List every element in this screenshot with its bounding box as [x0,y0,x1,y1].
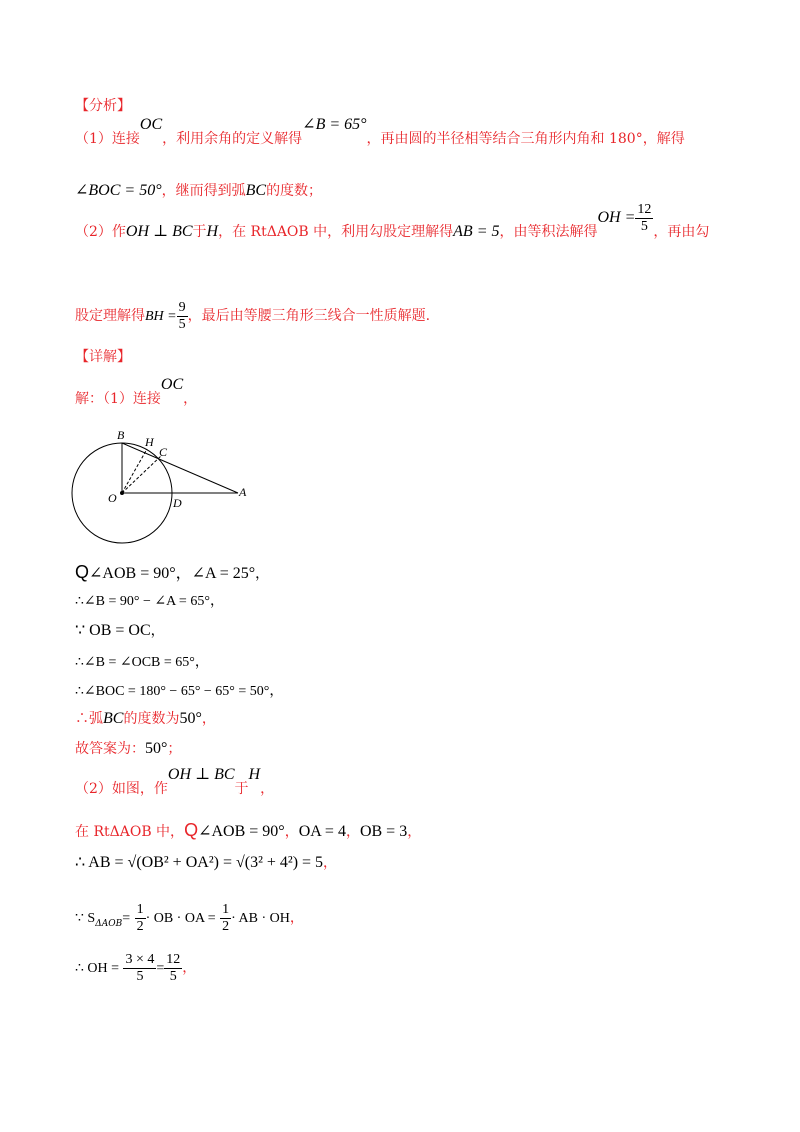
math-h: H [206,223,219,240]
math: OB = 3 [359,823,408,840]
numerator: 3 × 4 [125,952,155,968]
text: ， [345,824,360,840]
math: = [122,911,131,926]
text: ； [167,741,182,757]
detail-line-9 [75,820,421,841]
denominator: 5 [640,218,648,234]
text: ， [284,824,299,840]
analysis-header: 【分析】 [75,98,131,114]
numerator: 12 [637,202,652,218]
detail-line-8 [75,766,275,798]
text: ，在 RtΔAOB 中，利用勾股定理解得 [218,224,454,240]
math: ∴ OH = [75,961,120,976]
text: ，利用余角的定义解得 [162,131,303,147]
label-b: B [117,428,125,442]
detail-line-5 [75,680,283,700]
fraction-half [135,902,146,934]
math-angle-b: ∠B = 65° [302,116,367,133]
text: ， [407,824,422,840]
text: ， [150,623,165,639]
label-o: O [108,491,117,505]
math: ∠AOB = 90°，∠A = 25° [89,565,256,582]
detail-line-6 [75,708,216,728]
text: 于 [234,781,249,797]
math-oc: OC [139,116,163,133]
analysis-line-4 [75,296,430,336]
math: ∴∠B = ∠OCB = 65° [75,655,195,670]
analysis-line-2 [75,180,322,200]
math: ∵ OB = OC [75,622,151,639]
text: ， [201,711,216,727]
math-h: H [248,766,261,783]
label-h: H [145,435,154,449]
denominator: 2 [136,918,144,934]
text: ， [269,683,284,699]
text: ，最后由等腰三角形三线合一性质解题. [187,308,431,324]
text: （2）作 [75,224,126,240]
text: ， [255,566,270,582]
text: ，再由勾 [653,224,710,240]
math: · AB · OH [231,911,290,926]
math-50: 50° [179,710,202,727]
center-point [120,491,124,495]
math-ab: AB = 5 [453,223,500,240]
label-c: C [159,445,168,459]
detail-line-2 [75,590,224,610]
text: 在 RtΔAOB 中， [75,824,185,840]
fraction-9-5 [177,300,188,332]
detail-line-11 [75,898,304,938]
text: ， [183,391,198,407]
text: 故答案为： [75,741,145,757]
detail-line-4 [75,651,209,671]
text: ， [323,855,338,871]
segment-oc-dashed [122,455,162,493]
denominator: 2 [222,918,230,934]
analysis-line-3 [75,202,710,252]
segment-ba [122,443,238,493]
text: ， [260,781,275,797]
fraction-half [220,902,231,934]
text: 的度数为 [123,711,180,727]
text: ∴弧 [75,711,103,727]
detail-header: 【详解】 [75,349,131,365]
text: ，再由圆的半径相等结合三角形内角和 180°，解得 [366,131,685,147]
math-bc: BC [103,710,124,727]
text: ， [182,960,197,976]
text: 的度数； [266,183,323,199]
text: ， [209,593,224,609]
math-angle-boc: ∠BOC = 50° [75,182,162,199]
math: ∠AOB = 90° [198,823,285,840]
detail-line-3 [75,620,165,640]
text: （2）如图，作 [75,781,168,797]
analysis-line-1 [75,116,685,148]
fraction-12-5 [164,952,182,984]
text: （1）连接 [75,131,140,147]
numerator: 1 [222,902,230,918]
math: OA = 4 [298,823,346,840]
detail-line-7 [75,738,181,758]
detail-step-1 [75,376,198,408]
fraction-3x4-5 [123,952,156,984]
math: · OB · OA = [145,911,216,926]
numerator: 9 [178,300,186,316]
denominator: 5 [178,316,186,332]
math-oc: OC [160,376,184,393]
because-symbol: Q [75,562,90,582]
text: ， [289,910,304,926]
detail-line-10 [75,852,337,872]
label-d: D [173,496,182,510]
math: ∴ AB = √(OB² + OA²) = √(3² + 4²) = 5 [75,854,324,871]
geometry-figure [68,425,258,545]
math-bc: BC [245,182,267,199]
text: 解：（1）连接 [75,391,161,407]
numerator: 12 [166,952,181,968]
denominator: 5 [169,968,177,984]
numerator: 1 [136,902,144,918]
fraction-12-5 [635,202,653,234]
text: ， [194,654,209,670]
because-symbol: Q [184,820,199,840]
text: 股定理解得 [75,308,145,324]
text: 于 [192,224,207,240]
math-oh: OH = [597,209,636,226]
text: ，继而得到弧 [161,183,246,199]
math-50: 50° [145,740,168,757]
text: ，由等积法解得 [499,224,598,240]
math-bh: BH = [145,309,177,324]
label-a: A [239,485,247,499]
math-oh-perp-bc: OH ⊥ BC [125,223,193,240]
detail-line-1 [75,560,269,583]
math-oh-perp-bc: OH ⊥ BC [167,766,235,783]
math: ∴∠BOC = 180° − 65° − 65° = 50° [75,684,270,699]
math: ∴∠B = 90° − ∠A = 65° [75,594,210,609]
segment-oh-dashed [122,449,147,493]
subscript: ΔAOB [95,918,123,929]
denominator: 5 [136,968,144,984]
detail-line-12 [75,948,196,988]
math: = [156,961,165,976]
math: ∵ S [75,911,96,926]
